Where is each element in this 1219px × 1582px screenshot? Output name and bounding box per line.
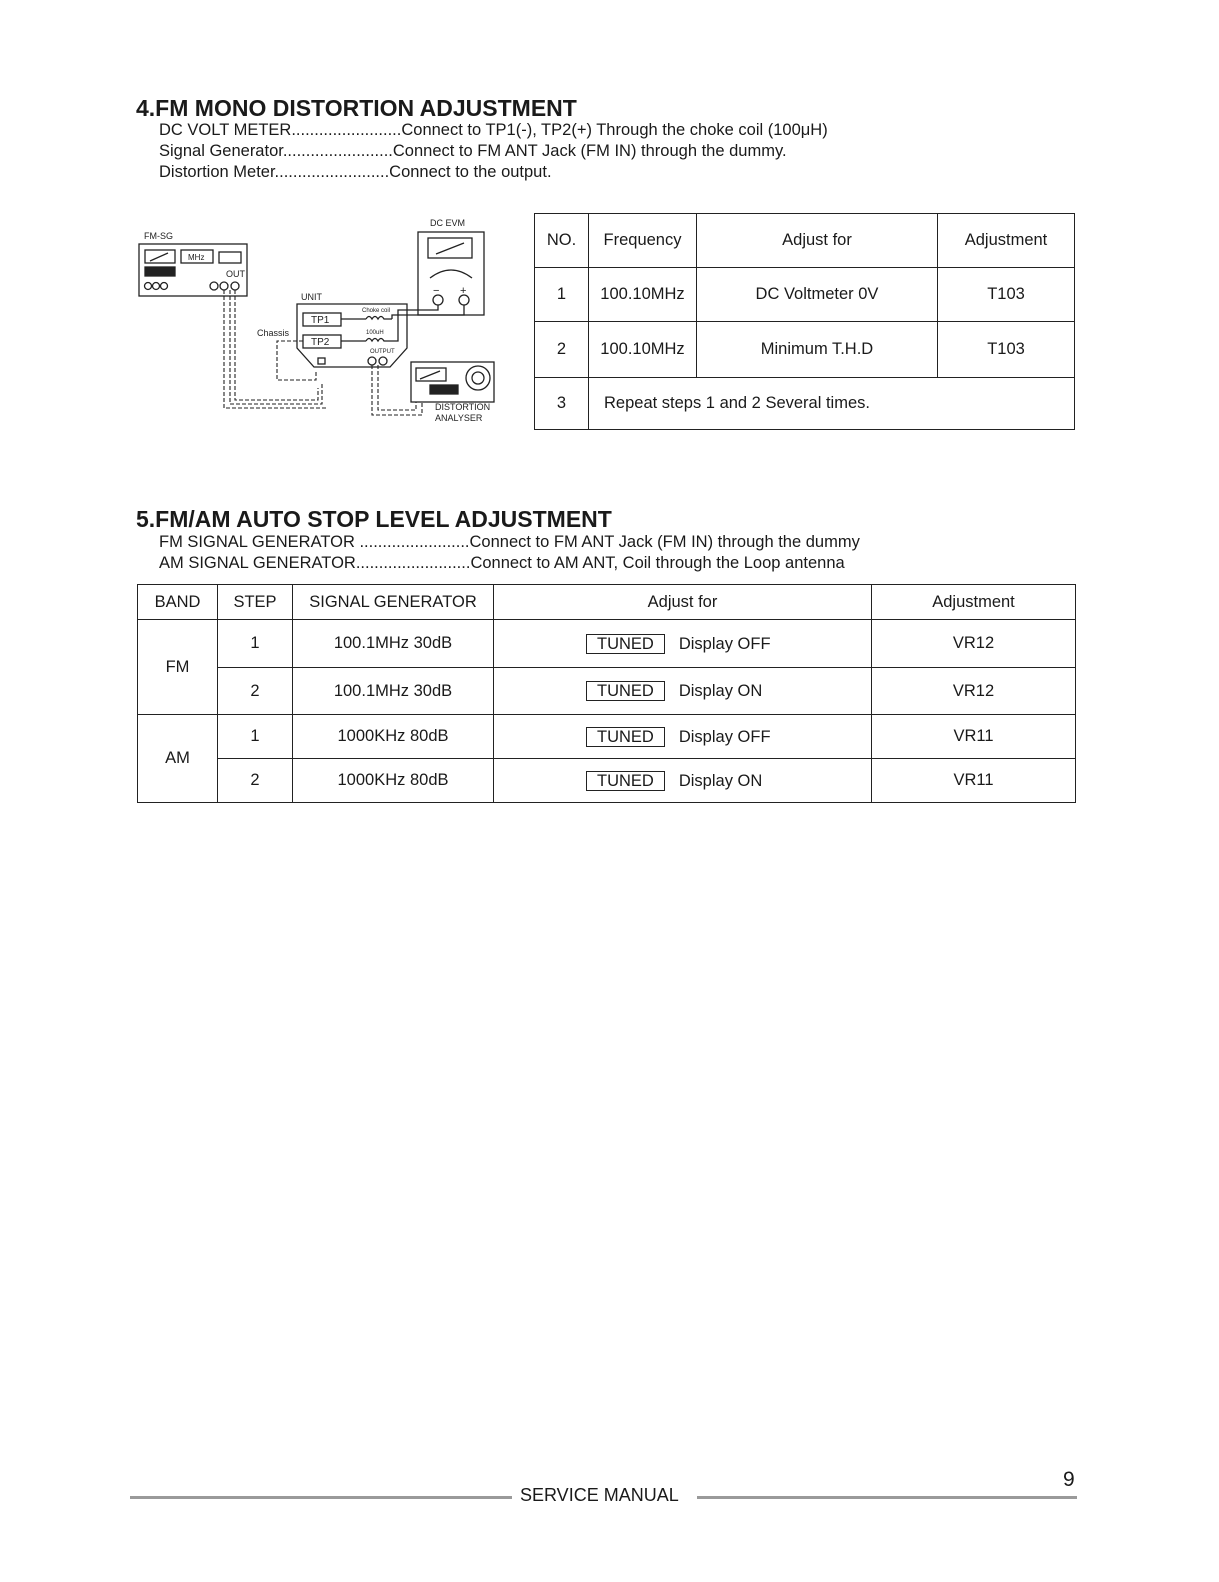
- equipment-line: [159, 163, 552, 182]
- cell-no: 1: [535, 268, 589, 322]
- equipment-line: [159, 554, 845, 573]
- equipment-dots: .........................: [274, 163, 390, 181]
- wiring-diagram: [130, 210, 510, 430]
- equipment-dots: ........................: [282, 142, 393, 160]
- header-cell: Frequency: [589, 214, 697, 268]
- header-cell: Adjustment: [872, 585, 1076, 620]
- mhz-label: MHz: [188, 253, 205, 262]
- cell-adjust-for: DC Voltmeter 0V: [697, 268, 938, 322]
- table-row: [138, 715, 1076, 759]
- equipment-label: FM SIGNAL GENERATOR: [159, 533, 355, 551]
- display-state: Display OFF: [678, 634, 771, 653]
- equipment-desc: Connect to AM ANT, Coil through the Loop antenna: [470, 554, 845, 572]
- out-label: OUT: [226, 269, 245, 279]
- table-row: [138, 620, 1076, 668]
- table-header-row: [138, 585, 1076, 620]
- analyser-label: ANALYSER: [435, 413, 483, 423]
- tuned-indicator: TUNED: [586, 681, 665, 701]
- cell-repeat-note: Repeat steps 1 and 2 Several times.: [589, 378, 1075, 430]
- tp2-label: TP2: [311, 337, 330, 348]
- equipment-dots: ........................: [354, 533, 470, 551]
- cell-no: 2: [535, 322, 589, 378]
- display-state: Display ON: [678, 682, 763, 700]
- equipment-line: [159, 121, 828, 140]
- fm-mono-table: [534, 213, 1075, 430]
- equipment-line: [159, 533, 860, 552]
- cell-adjust-for: [494, 759, 872, 803]
- equipment-line: [159, 142, 787, 161]
- minus-label: −: [433, 285, 440, 297]
- header-cell: Adjustment: [938, 214, 1075, 268]
- display-state: Display ON: [678, 771, 763, 790]
- page-number: 9: [1063, 1468, 1075, 1491]
- equipment-desc: Connect to the output.: [389, 163, 552, 181]
- footer-rule-left: [130, 1496, 512, 1499]
- cell-adjustment: T103: [938, 322, 1075, 378]
- cell-step: 1: [218, 715, 293, 759]
- table-row: [138, 668, 1076, 715]
- footer-label: SERVICE MANUAL: [520, 1485, 679, 1505]
- cell-no: 3: [535, 378, 589, 430]
- coil-value-label: 100uH: [366, 330, 384, 336]
- tuned-indicator: TUNED: [586, 634, 665, 654]
- tp1-label: TP1: [311, 315, 330, 326]
- dc-evm-label: DC EVM: [430, 218, 466, 228]
- header-cell: SIGNAL GENERATOR: [293, 585, 494, 620]
- cell-adjust-for: [494, 715, 872, 759]
- cell-step: 1: [218, 620, 293, 668]
- equipment-dots: ........................: [291, 121, 402, 139]
- header-cell: NO.: [535, 214, 589, 268]
- cell-band: AM: [138, 715, 218, 803]
- output-label: OUTPUT: [370, 349, 395, 355]
- header-cell: Adjust for: [494, 585, 872, 620]
- table-header-row: [535, 214, 1075, 268]
- equipment-desc: Connect to FM ANT Jack (FM IN) through the dummy: [469, 533, 860, 551]
- cell-adjustment: T103: [938, 268, 1075, 322]
- fm-sg-label: FM-SG: [144, 231, 173, 241]
- cell-frequency: 100.10MHz: [589, 268, 697, 322]
- auto-stop-table: [137, 584, 1076, 803]
- distortion-label: DISTORTION: [435, 402, 491, 412]
- equipment-desc: Connect to FM ANT Jack (FM IN) through the dummy.: [392, 142, 787, 160]
- cell-step: 2: [218, 668, 293, 715]
- cell-generator: 100.1MHz 30dB: [293, 668, 494, 715]
- equipment-label: Distortion Meter: [159, 163, 275, 181]
- equipment-desc: Connect to TP1(-), TP2(+) Through the choke coil (100μH): [401, 121, 828, 139]
- cell-band: FM: [138, 620, 218, 715]
- equipment-dots: .........................: [355, 554, 471, 572]
- cell-adjustment: VR12: [872, 620, 1076, 668]
- cell-adjustment: VR11: [872, 715, 1076, 759]
- table-row: [535, 378, 1075, 430]
- footer-rule-right: [697, 1496, 1077, 1499]
- table-row: [138, 759, 1076, 803]
- header-cell: BAND: [138, 585, 218, 620]
- plus-label: +: [460, 285, 467, 297]
- table-row: [535, 268, 1075, 322]
- tuned-indicator: TUNED: [586, 727, 665, 747]
- equipment-label: Signal Generator: [159, 142, 283, 160]
- cell-generator: 100.1MHz 30dB: [293, 620, 494, 668]
- cell-adjustment: VR12: [872, 668, 1076, 715]
- cell-adjust-for: [494, 620, 872, 668]
- unit-label: UNIT: [301, 292, 322, 302]
- header-cell: Adjust for: [697, 214, 938, 268]
- section4-title: 4.FM MONO DISTORTION ADJUSTMENT: [136, 95, 577, 121]
- cell-frequency: 100.10MHz: [589, 322, 697, 378]
- chassis-label: Chassis: [257, 328, 290, 338]
- cell-generator: 1000KHz 80dB: [293, 759, 494, 803]
- cell-generator: 1000KHz 80dB: [293, 715, 494, 759]
- header-cell: STEP: [218, 585, 293, 620]
- cell-adjustment: VR11: [872, 759, 1076, 803]
- equipment-label: AM SIGNAL GENERATOR: [159, 554, 356, 572]
- cell-adjust-for: [494, 668, 872, 715]
- choke-coil-label: Choke coil: [362, 308, 391, 314]
- cell-step: 2: [218, 759, 293, 803]
- equipment-label: DC VOLT METER: [159, 121, 292, 139]
- section5-title: 5.FM/AM AUTO STOP LEVEL ADJUSTMENT: [136, 506, 612, 532]
- table-row: [535, 322, 1075, 378]
- cell-adjust-for: Minimum T.H.D: [697, 322, 938, 378]
- display-state: Display OFF: [678, 727, 771, 746]
- tuned-indicator: TUNED: [586, 771, 665, 791]
